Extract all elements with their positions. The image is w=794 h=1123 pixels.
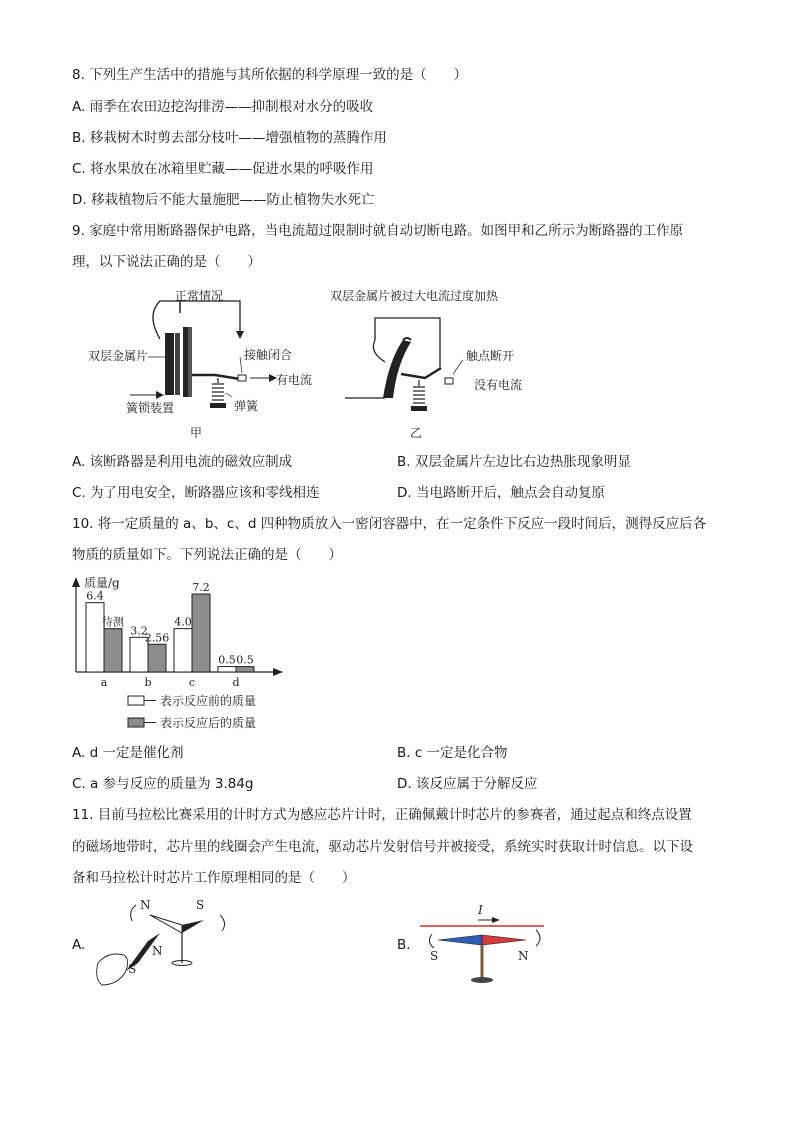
label-no-current: 没有电流 [474, 378, 523, 392]
bar-label-b-before: 3.2 [130, 624, 148, 638]
q9-stem-line1: 9. 家庭中常用断路器保护电路，当电流超过限制时就自动切断电路。如图甲和乙所示为断路器的工作原 [72, 223, 684, 239]
magnet-n-label: N [152, 944, 163, 958]
bar-b-after [148, 644, 166, 672]
current-i-label: I [478, 903, 483, 917]
legend-after: 表示反应后的质量 [160, 716, 257, 730]
label-spring: 弹簧 [234, 399, 259, 413]
q11-stem-line2: 的磁场地带时，芯片里的线圈会产生电流，驱动芯片发射信号并被接受，系统实时获取计时信息。以下设 [72, 839, 693, 855]
q10-stem-line1: 10. 将一定质量的 a、b、c、d 四种物质放入一密闭容器中，在一定条件下反应一段时间后，测得反应后各 [72, 516, 707, 532]
needle-n-label: N [518, 949, 529, 963]
y-axis-label: 质量/g [84, 576, 120, 590]
legend-before: 表示反应前的质量 [160, 694, 257, 708]
q9-option-d: D. 当电路断开后，触点会自动复原 [397, 485, 605, 501]
label-current: 有电流 [276, 373, 313, 387]
bar-d-after [236, 667, 254, 672]
circuit-breaker-figure-yi [345, 300, 545, 420]
label-bimetal: 双层金属片 [88, 349, 149, 363]
bar-label-d-after: 0.5 [236, 653, 254, 667]
q9-option-c: C. 为了用电安全，断路器应该和零线相连 [72, 485, 320, 501]
bar-label-c-after: 7.2 [192, 581, 210, 594]
bar-label-c-before: 4.0 [174, 615, 192, 629]
category-label-a: a [100, 676, 108, 689]
label-contact-open: 触点断开 [466, 349, 515, 363]
q11-stem-line1: 11. 目前马拉松比赛采用的计时方式为感应芯片计时，正确佩戴计时芯片的参赛者，通过起点和终点设置 [72, 807, 692, 823]
bar-a-after [104, 629, 122, 672]
category-label-c: c [188, 676, 196, 689]
category-label-b: b [144, 676, 152, 689]
needle-s-label: S [430, 949, 439, 963]
q9-option-a: A. 该断路器是利用电流的磁效应制成 [72, 454, 293, 470]
bar-label-a-before: 6.4 [86, 589, 104, 603]
q11-option-a-label: A. [72, 937, 86, 953]
label-contact-closed: 接触闭合 [244, 348, 293, 362]
q9-stem-line2: 理，以下说法正确的是（ ） [72, 254, 261, 270]
label-latch: 簧锁装置 [126, 401, 175, 415]
q10-option-d: D. 该反应属于分解反应 [397, 776, 538, 792]
bar-label-a-after: 待测 [102, 615, 124, 629]
q9-option-b: B. 双层金属片左边比右边热胀现象明显 [397, 454, 631, 470]
magnet-compass-figure [92, 893, 242, 988]
label-heated: 双层金属片被过大电流过度加热 [330, 289, 499, 303]
bar-label-d-before: 0.5 [218, 653, 236, 667]
label-normal: 正常情况 [175, 289, 224, 303]
oersted-experiment-figure [418, 898, 568, 993]
q8-stem: 8. 下列生产生活中的措施与其所依据的科学原理一致的是（ ） [72, 67, 468, 83]
mass-bar-chart [70, 572, 300, 732]
q10-option-a: A. d 一定是催化剂 [72, 745, 184, 761]
magnet-s-label: S [128, 962, 137, 976]
q8-option-b: B. 移栽树木时剪去部分枝叶——增强植物的蒸腾作用 [72, 130, 387, 146]
q11-option-b-label: B. [397, 937, 411, 953]
bar-c-after [192, 594, 210, 672]
caption-jia: 甲 [190, 426, 203, 440]
bar-c-before [174, 629, 192, 672]
bar-label-b-after: 2.56 [144, 631, 170, 645]
q10-option-c: C. a 参与反应的质量为 3.84g [72, 776, 254, 792]
q11-stem-line3: 备和马拉松计时芯片工作原理相同的是（ ） [72, 870, 356, 886]
category-label-d: d [232, 676, 240, 689]
compass-s-label: S [196, 898, 205, 912]
q10-stem-line2: 物质的质量如下。下列说法正确的是（ ） [72, 547, 342, 563]
caption-yi: 乙 [410, 426, 423, 440]
bar-d-before [218, 667, 236, 672]
compass-n-label: N [140, 898, 151, 912]
bar-a-before [86, 603, 104, 672]
q8-option-c: C. 将水果放在冰箱里贮藏——促进水果的呼吸作用 [72, 161, 374, 177]
q10-option-b: B. c 一定是化合物 [397, 745, 508, 761]
q8-option-a: A. 雨季在农田边挖沟排涝——抑制根对水分的吸收 [72, 99, 374, 115]
q8-option-d: D. 移栽植物后不能大量施肥——防止植物失水死亡 [72, 192, 375, 208]
